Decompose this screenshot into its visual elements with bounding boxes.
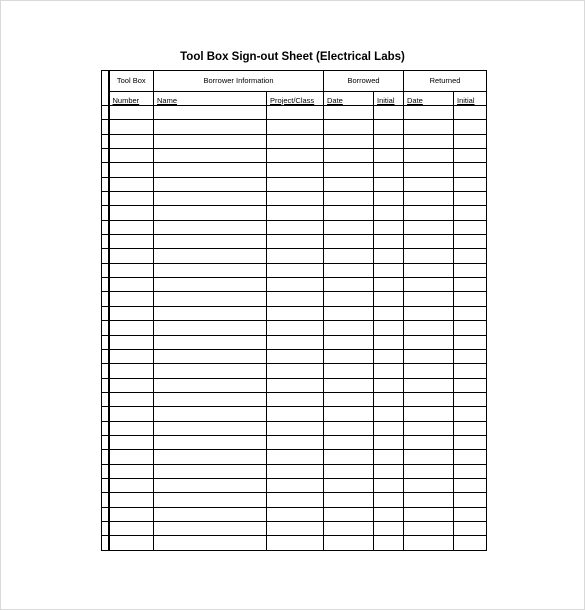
returned-initial-cell: [454, 106, 487, 120]
margin-cell: [102, 450, 109, 464]
number-cell: [109, 235, 154, 249]
borrowed-date-cell: [324, 206, 374, 220]
number-cell: [109, 536, 154, 550]
returned-date-cell: [404, 364, 454, 378]
margin-cell: [102, 464, 109, 478]
returned-date-cell: [404, 493, 454, 507]
project-class-cell: [267, 106, 324, 120]
project-class-cell: [267, 450, 324, 464]
returned-date-cell: [404, 134, 454, 148]
project-class-cell: [267, 507, 324, 521]
returned-date-cell: [404, 521, 454, 535]
borrowed-date-cell: [324, 120, 374, 134]
returned-initial-cell: [454, 220, 487, 234]
borrowed-initial-column-header: Initial: [374, 92, 404, 106]
borrowed-date-cell: [324, 435, 374, 449]
number-cell: [109, 464, 154, 478]
borrowed-initial-cell: [374, 507, 404, 521]
borrowed-date-cell: [324, 306, 374, 320]
borrowed-date-cell: [324, 536, 374, 550]
borrowed-initial-cell: [374, 478, 404, 492]
name-cell: [154, 149, 267, 163]
margin-cell: [102, 392, 109, 406]
project-class-cell: [267, 335, 324, 349]
returned-date-cell: [404, 292, 454, 306]
number-cell: [109, 278, 154, 292]
returned-date-cell: [404, 177, 454, 191]
name-cell: [154, 392, 267, 406]
borrowed-initial-cell: [374, 192, 404, 206]
table-row: [102, 407, 487, 421]
margin-cell: [102, 249, 109, 263]
returned-date-cell: [404, 149, 454, 163]
table-row: [102, 493, 487, 507]
table-row: [102, 478, 487, 492]
margin-cell: [102, 134, 109, 148]
number-cell: [109, 392, 154, 406]
project-class-cell: [267, 278, 324, 292]
returned-initial-cell: [454, 206, 487, 220]
table-row: [102, 306, 487, 320]
margin-cell: [102, 177, 109, 191]
borrowed-initial-cell: [374, 493, 404, 507]
borrowed-date-cell: [324, 392, 374, 406]
table-row: [102, 220, 487, 234]
name-cell: [154, 249, 267, 263]
table-row: [102, 421, 487, 435]
margin-cell: [102, 235, 109, 249]
returned-initial-cell: [454, 306, 487, 320]
sign-out-rows: [102, 106, 487, 551]
returned-date-cell: [404, 206, 454, 220]
name-cell: [154, 478, 267, 492]
margin-cell: [102, 306, 109, 320]
table-row: [102, 120, 487, 134]
returned-date-cell: [404, 278, 454, 292]
name-cell: [154, 163, 267, 177]
returned-date-cell: [404, 407, 454, 421]
margin-cell: [102, 278, 109, 292]
borrowed-date-column-header: Date: [324, 92, 374, 106]
project-class-cell: [267, 306, 324, 320]
project-class-cell: [267, 407, 324, 421]
project-class-cell: [267, 235, 324, 249]
returned-header: Returned: [404, 71, 487, 92]
table-row: [102, 134, 487, 148]
borrowed-date-cell: [324, 177, 374, 191]
name-cell: [154, 407, 267, 421]
returned-initial-cell: [454, 134, 487, 148]
returned-date-cell: [404, 335, 454, 349]
name-cell: [154, 435, 267, 449]
table-row: [102, 278, 487, 292]
name-cell: [154, 263, 267, 277]
borrowed-initial-cell: [374, 134, 404, 148]
table-row: [102, 177, 487, 191]
margin-cell: [102, 478, 109, 492]
project-class-cell: [267, 206, 324, 220]
name-cell: [154, 220, 267, 234]
returned-initial-cell: [454, 249, 487, 263]
number-cell: [109, 493, 154, 507]
table-row: [102, 335, 487, 349]
margin-cell: [102, 149, 109, 163]
borrowed-initial-cell: [374, 450, 404, 464]
borrowed-initial-cell: [374, 464, 404, 478]
name-cell: [154, 106, 267, 120]
name-cell: [154, 206, 267, 220]
returned-initial-cell: [454, 536, 487, 550]
borrowed-initial-cell: [374, 407, 404, 421]
returned-date-cell: [404, 421, 454, 435]
number-cell: [109, 134, 154, 148]
name-cell: [154, 177, 267, 191]
table-row: [102, 364, 487, 378]
borrower-information-header: Borrower Information: [154, 71, 324, 92]
project-class-cell: [267, 134, 324, 148]
margin-cell: [102, 321, 109, 335]
returned-initial-cell: [454, 263, 487, 277]
borrowed-header: Borrowed: [324, 71, 404, 92]
table-row: [102, 378, 487, 392]
returned-initial-cell: [454, 235, 487, 249]
borrowed-date-cell: [324, 407, 374, 421]
returned-initial-cell: [454, 335, 487, 349]
returned-initial-column-header: Initial: [454, 92, 487, 106]
number-cell: [109, 263, 154, 277]
returned-initial-cell: [454, 493, 487, 507]
number-cell: [109, 163, 154, 177]
borrowed-initial-cell: [374, 177, 404, 191]
margin-cell: [102, 521, 109, 535]
number-cell: [109, 321, 154, 335]
borrowed-date-cell: [324, 292, 374, 306]
name-cell: [154, 521, 267, 535]
table-row: [102, 507, 487, 521]
borrowed-date-cell: [324, 278, 374, 292]
number-cell: [109, 507, 154, 521]
name-cell: [154, 292, 267, 306]
table-row: [102, 392, 487, 406]
table-row: [102, 235, 487, 249]
borrowed-initial-cell: [374, 335, 404, 349]
borrowed-initial-cell: [374, 306, 404, 320]
document-title: Tool Box Sign-out Sheet (Electrical Labs): [180, 51, 405, 63]
name-cell: [154, 378, 267, 392]
number-cell: [109, 106, 154, 120]
margin-cell: [102, 435, 109, 449]
borrowed-initial-cell: [374, 349, 404, 363]
returned-initial-cell: [454, 407, 487, 421]
project-class-cell: [267, 364, 324, 378]
project-class-cell: [267, 263, 324, 277]
borrowed-date-cell: [324, 521, 374, 535]
margin-cell: [102, 349, 109, 363]
project-class-cell: [267, 464, 324, 478]
margin-column-header: [102, 71, 109, 106]
borrowed-date-cell: [324, 364, 374, 378]
borrowed-initial-cell: [374, 263, 404, 277]
returned-date-cell: [404, 249, 454, 263]
name-cell: [154, 507, 267, 521]
returned-date-cell: [404, 435, 454, 449]
borrowed-date-cell: [324, 106, 374, 120]
returned-initial-cell: [454, 435, 487, 449]
borrowed-date-cell: [324, 249, 374, 263]
name-cell: [154, 306, 267, 320]
number-cell: [109, 306, 154, 320]
number-cell: [109, 349, 154, 363]
table-row: [102, 464, 487, 478]
tool-box-header: Tool Box: [109, 71, 154, 92]
returned-date-cell: [404, 192, 454, 206]
borrowed-date-cell: [324, 263, 374, 277]
table-row: [102, 249, 487, 263]
project-class-cell: [267, 249, 324, 263]
borrowed-initial-cell: [374, 278, 404, 292]
borrowed-date-cell: [324, 321, 374, 335]
borrowed-date-cell: [324, 235, 374, 249]
returned-initial-cell: [454, 478, 487, 492]
project-class-cell: [267, 292, 324, 306]
number-cell: [109, 335, 154, 349]
name-cell: [154, 120, 267, 134]
table-row: [102, 349, 487, 363]
name-cell: [154, 192, 267, 206]
returned-initial-cell: [454, 521, 487, 535]
table-row: [102, 163, 487, 177]
group-header-row: [102, 71, 487, 92]
table-row: [102, 206, 487, 220]
number-cell: [109, 177, 154, 191]
returned-date-cell: [404, 120, 454, 134]
project-class-cell: [267, 478, 324, 492]
number-cell: [109, 378, 154, 392]
table-row: [102, 292, 487, 306]
project-class-cell: [267, 192, 324, 206]
project-class-cell: [267, 378, 324, 392]
name-cell: [154, 321, 267, 335]
name-column-header: Name: [154, 92, 267, 106]
name-cell: [154, 278, 267, 292]
number-column-header: Number: [109, 92, 154, 106]
number-cell: [109, 435, 154, 449]
returned-date-cell: [404, 450, 454, 464]
project-class-cell: [267, 163, 324, 177]
returned-date-cell: [404, 220, 454, 234]
borrowed-date-cell: [324, 220, 374, 234]
returned-initial-cell: [454, 349, 487, 363]
project-class-cell: [267, 421, 324, 435]
borrowed-date-cell: [324, 450, 374, 464]
margin-cell: [102, 263, 109, 277]
borrowed-initial-cell: [374, 378, 404, 392]
returned-initial-cell: [454, 378, 487, 392]
name-cell: [154, 464, 267, 478]
borrowed-initial-cell: [374, 364, 404, 378]
borrowed-date-cell: [324, 134, 374, 148]
borrowed-date-cell: [324, 478, 374, 492]
table-row: [102, 450, 487, 464]
number-cell: [109, 521, 154, 535]
margin-cell: [102, 364, 109, 378]
returned-initial-cell: [454, 507, 487, 521]
margin-cell: [102, 335, 109, 349]
project-class-cell: [267, 521, 324, 535]
number-cell: [109, 120, 154, 134]
margin-cell: [102, 421, 109, 435]
returned-date-cell: [404, 306, 454, 320]
margin-cell: [102, 206, 109, 220]
borrowed-date-cell: [324, 493, 374, 507]
project-class-column-header: Project/Class: [267, 92, 324, 106]
borrowed-initial-cell: [374, 536, 404, 550]
returned-initial-cell: [454, 421, 487, 435]
returned-initial-cell: [454, 321, 487, 335]
borrowed-initial-cell: [374, 220, 404, 234]
number-cell: [109, 450, 154, 464]
borrowed-initial-cell: [374, 421, 404, 435]
returned-date-cell: [404, 392, 454, 406]
number-cell: [109, 206, 154, 220]
borrowed-date-cell: [324, 163, 374, 177]
returned-date-cell: [404, 235, 454, 249]
name-cell: [154, 450, 267, 464]
returned-initial-cell: [454, 177, 487, 191]
borrowed-initial-cell: [374, 106, 404, 120]
number-cell: [109, 421, 154, 435]
project-class-cell: [267, 536, 324, 550]
table-row: [102, 192, 487, 206]
project-class-cell: [267, 120, 324, 134]
margin-cell: [102, 292, 109, 306]
name-cell: [154, 134, 267, 148]
borrowed-initial-cell: [374, 149, 404, 163]
returned-initial-cell: [454, 450, 487, 464]
returned-date-cell: [404, 507, 454, 521]
returned-initial-cell: [454, 392, 487, 406]
margin-cell: [102, 192, 109, 206]
borrowed-initial-cell: [374, 292, 404, 306]
table-row: [102, 263, 487, 277]
sub-header-row: [102, 92, 487, 106]
number-cell: [109, 478, 154, 492]
borrowed-initial-cell: [374, 163, 404, 177]
returned-initial-cell: [454, 149, 487, 163]
margin-cell: [102, 378, 109, 392]
returned-date-cell: [404, 321, 454, 335]
borrowed-initial-cell: [374, 435, 404, 449]
returned-initial-cell: [454, 120, 487, 134]
table-row: [102, 536, 487, 550]
number-cell: [109, 192, 154, 206]
returned-initial-cell: [454, 292, 487, 306]
name-cell: [154, 536, 267, 550]
name-cell: [154, 349, 267, 363]
borrowed-date-cell: [324, 149, 374, 163]
margin-cell: [102, 106, 109, 120]
returned-initial-cell: [454, 192, 487, 206]
borrowed-date-cell: [324, 335, 374, 349]
returned-initial-cell: [454, 278, 487, 292]
table-row: [102, 521, 487, 535]
returned-date-cell: [404, 464, 454, 478]
returned-date-cell: [404, 263, 454, 277]
borrowed-initial-cell: [374, 521, 404, 535]
project-class-cell: [267, 392, 324, 406]
number-cell: [109, 292, 154, 306]
borrowed-date-cell: [324, 421, 374, 435]
returned-date-cell: [404, 378, 454, 392]
borrowed-initial-cell: [374, 249, 404, 263]
returned-date-cell: [404, 349, 454, 363]
margin-cell: [102, 536, 109, 550]
returned-initial-cell: [454, 163, 487, 177]
margin-cell: [102, 493, 109, 507]
borrowed-date-cell: [324, 192, 374, 206]
margin-cell: [102, 120, 109, 134]
number-cell: [109, 407, 154, 421]
borrowed-initial-cell: [374, 206, 404, 220]
margin-cell: [102, 163, 109, 177]
table-row: [102, 149, 487, 163]
returned-initial-cell: [454, 464, 487, 478]
name-cell: [154, 493, 267, 507]
borrowed-date-cell: [324, 349, 374, 363]
borrowed-date-cell: [324, 464, 374, 478]
project-class-cell: [267, 349, 324, 363]
sign-out-table: [101, 70, 487, 551]
number-cell: [109, 220, 154, 234]
returned-date-cell: [404, 478, 454, 492]
name-cell: [154, 235, 267, 249]
returned-date-cell: [404, 163, 454, 177]
borrowed-date-cell: [324, 507, 374, 521]
name-cell: [154, 364, 267, 378]
number-cell: [109, 149, 154, 163]
project-class-cell: [267, 493, 324, 507]
number-cell: [109, 249, 154, 263]
project-class-cell: [267, 220, 324, 234]
returned-date-cell: [404, 536, 454, 550]
returned-initial-cell: [454, 364, 487, 378]
margin-cell: [102, 220, 109, 234]
borrowed-initial-cell: [374, 321, 404, 335]
project-class-cell: [267, 149, 324, 163]
project-class-cell: [267, 177, 324, 191]
returned-date-column-header: Date: [404, 92, 454, 106]
margin-cell: [102, 507, 109, 521]
margin-cell: [102, 407, 109, 421]
table-row: [102, 435, 487, 449]
project-class-cell: [267, 435, 324, 449]
name-cell: [154, 335, 267, 349]
borrowed-date-cell: [324, 378, 374, 392]
borrowed-initial-cell: [374, 392, 404, 406]
returned-date-cell: [404, 106, 454, 120]
table-row: [102, 106, 487, 120]
project-class-cell: [267, 321, 324, 335]
borrowed-initial-cell: [374, 120, 404, 134]
name-cell: [154, 421, 267, 435]
table-row: [102, 321, 487, 335]
borrowed-initial-cell: [374, 235, 404, 249]
number-cell: [109, 364, 154, 378]
